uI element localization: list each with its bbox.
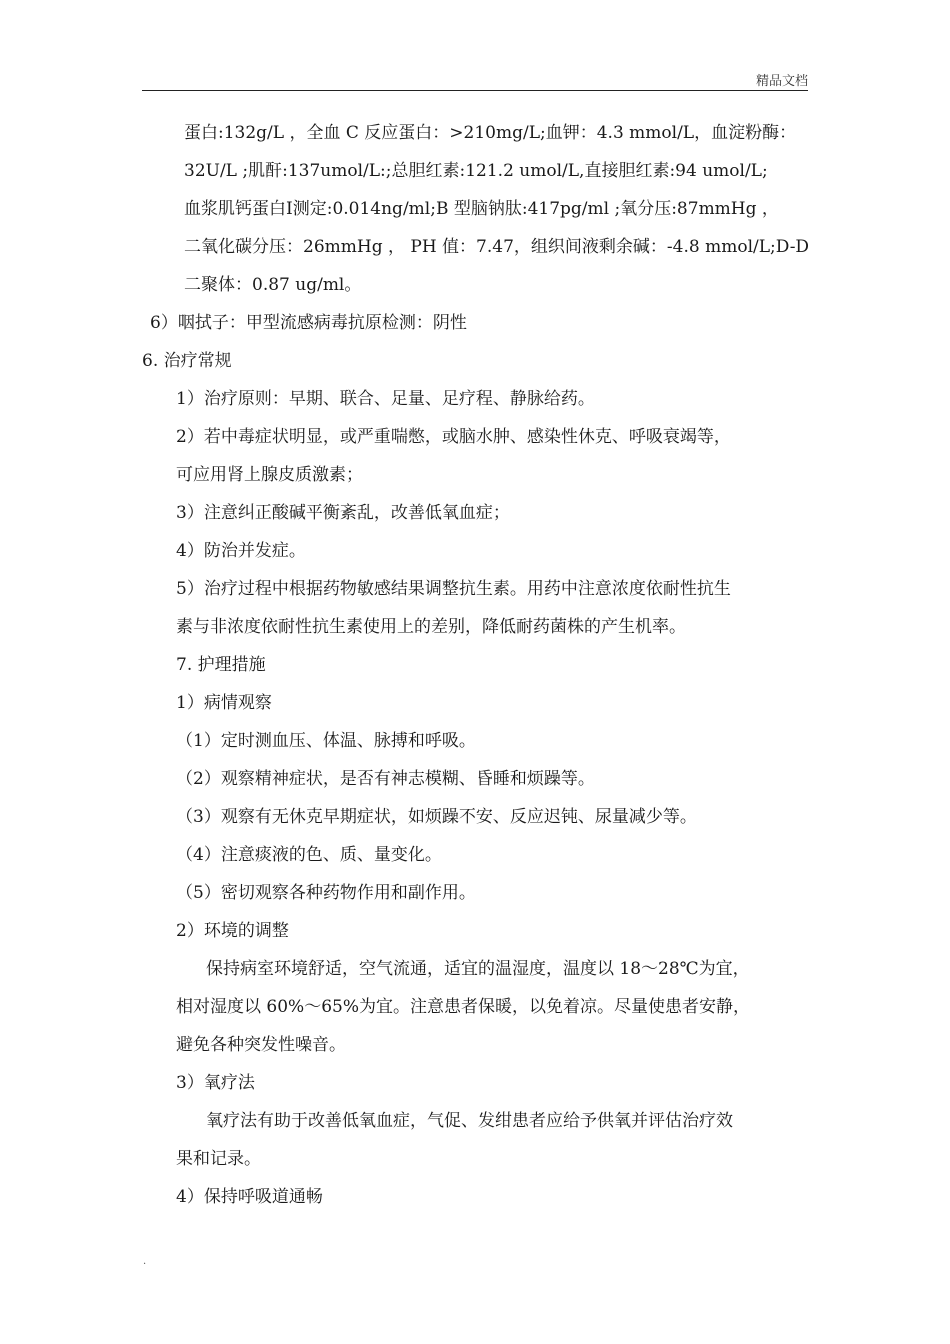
text-line: （2）观察精神症状，是否有神志模糊、昏睡和烦躁等。 [176,769,595,789]
text-line: 血浆肌钙蛋白Ⅰ测定:0.014ng/ml;B 型脑钠肽:417pg/ml ;氧分压:87mmHg ， [184,199,779,219]
text-line: 4）保持呼吸道通畅 [176,1187,323,1207]
page-header-label: 精品文档 [755,74,808,89]
text-line: 保持病室环境舒适，空气流通，适宜的温湿度，温度以 18～28℃为宜， [206,959,750,979]
text-line: 32U/L ;肌酐:137umol/L:;总胆红素:121.2 umol/L,直接胆红素:94 umol/L; [184,161,768,181]
text-line: 避免各种突发性噪音。 [176,1035,346,1055]
header-divider [142,90,808,91]
text-line: 氧疗法有助于改善低氧血症，气促、发绀患者应给予供氧并评估治疗效 [206,1111,733,1131]
text-line: 4）防治并发症。 [176,541,306,561]
text-line: 蛋白:132g/L ，全血 C 反应蛋白：>210mg/L;血钾：4.3 mmol/L，血淀粉酶： [184,123,797,143]
text-line: 可应用肾上腺皮质激素； [176,465,363,485]
text-line: 相对湿度以 60%～65%为宜。注意患者保暖，以免着凉。尽量使患者安静， [176,997,750,1017]
text-line: 果和记录。 [176,1149,261,1169]
text-line: （1）定时测血压、体温、脉搏和呼吸。 [176,731,476,751]
text-line: 5）治疗过程中根据药物敏感结果调整抗生素。用药中注意浓度依耐性抗生 [176,579,731,599]
section-heading: 6. 治疗常规 [142,351,232,371]
text-line: （3）观察有无休克早期症状，如烦躁不安、反应迟钝、尿量减少等。 [176,807,697,827]
text-line: 2）环境的调整 [176,921,289,941]
text-line: （4）注意痰液的色、质、量变化。 [176,845,442,865]
text-line: （5）密切观察各种药物作用和副作用。 [176,883,476,903]
text-line: 二氧化碳分压：26mmHg ， PH 值：7.47，组织间液剩余碱：-4.8 mmol/L;D-D [184,237,810,257]
text-line: 素与非浓度依耐性抗生素使用上的差别，降低耐药菌株的产生机率。 [176,617,686,637]
text-line: 3）氧疗法 [176,1073,255,1093]
text-line: 二聚体：0.87 ug/ml。 [184,275,362,295]
footer-mark: . [143,1256,147,1267]
text-line: 6）咽拭子：甲型流感病毒抗原检测：阴性 [150,313,467,333]
text-line: 3）注意纠正酸碱平衡紊乱，改善低氧血症； [176,503,510,523]
text-line: 1）治疗原则：早期、联合、足量、足疗程、静脉给药。 [176,389,595,409]
text-line: 2）若中毒症状明显，或严重喘憋，或脑水肿、感染性休克、呼吸衰竭等， [176,427,731,447]
text-line: 1）病情观察 [176,693,272,713]
section-heading: 7. 护理措施 [176,655,266,675]
